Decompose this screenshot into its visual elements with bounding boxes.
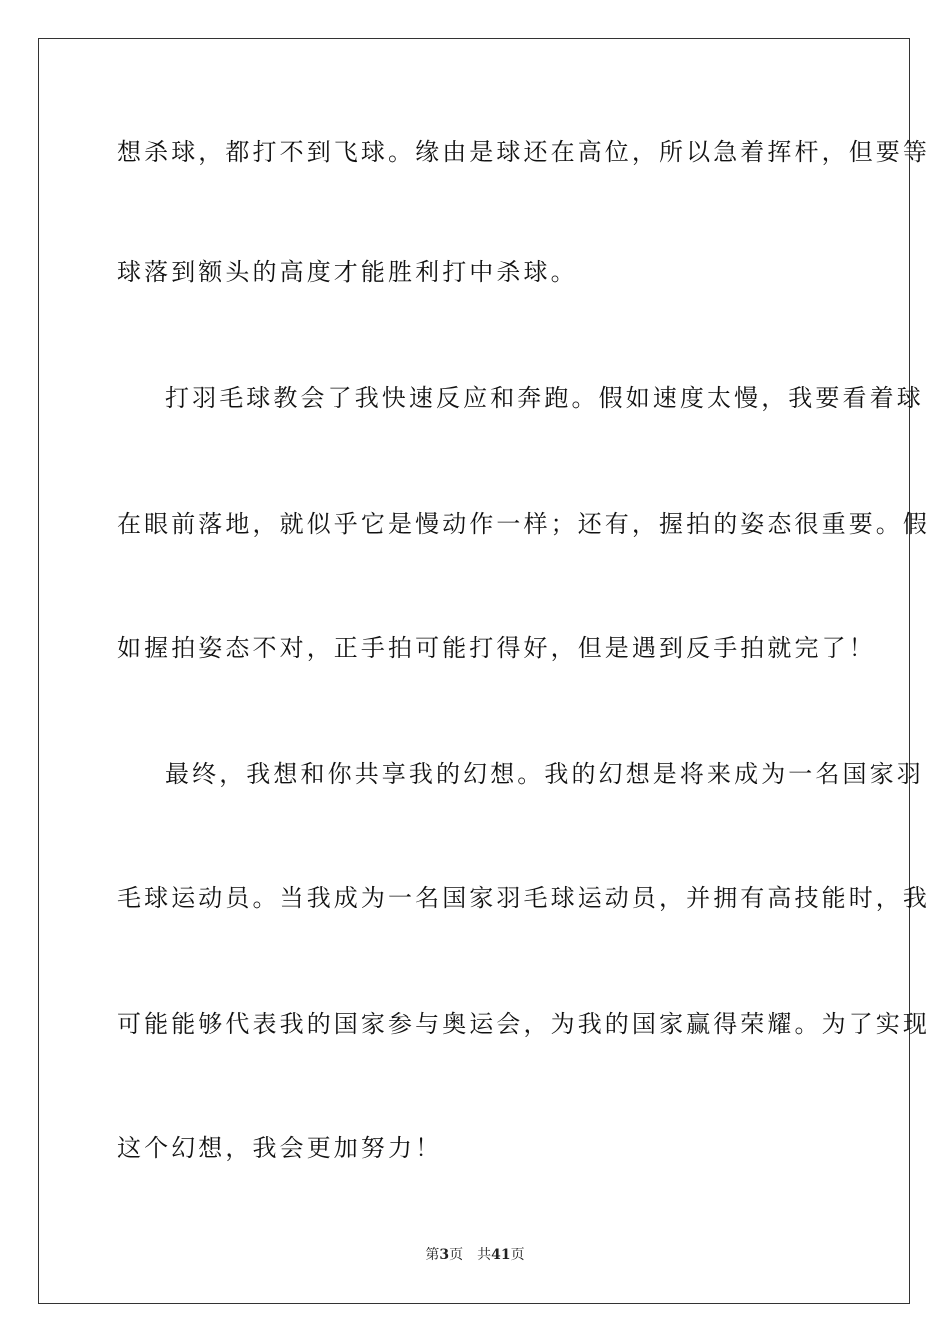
- total-label-prefix: 共: [477, 1247, 492, 1263]
- page-footer: [0, 1246, 950, 1264]
- page-border: [38, 38, 930, 1304]
- paragraph-line-6: 最终，我想和你共享我的幻想。我的幻想是将来成为一名国家羽: [165, 760, 924, 788]
- paragraph-line-1: 想杀球，都打不到飞球。缘由是球还在高位，所以急着挥杆，但要等: [117, 138, 930, 166]
- total-label-suffix: 页: [510, 1247, 525, 1263]
- page-label-prefix: 第: [425, 1247, 440, 1263]
- page-label-suffix: 页: [449, 1247, 464, 1263]
- paragraph-line-7: 毛球运动员。当我成为一名国家羽毛球运动员，并拥有高技能时，我: [117, 884, 930, 912]
- page-number: 3: [439, 1247, 450, 1263]
- paragraph-line-2: 球落到额头的高度才能胜利打中杀球。: [117, 258, 578, 286]
- paragraph-line-4: 在眼前落地，就似乎它是慢动作一样；还有，握拍的姿态很重要。假: [117, 510, 930, 538]
- paragraph-line-5: 如握拍姿态不对，正手拍可能打得好，但是遇到反手拍就完了！: [117, 634, 876, 662]
- paragraph-line-3: 打羽毛球教会了我快速反应和奔跑。假如速度太慢，我要看着球: [165, 384, 924, 412]
- paragraph-line-9: 这个幻想，我会更加努力！: [117, 1134, 443, 1162]
- paragraph-line-8: 可能能够代表我的国家参与奥运会，为我的国家赢得荣耀。为了实现: [117, 1010, 930, 1038]
- total-pages: 41: [491, 1247, 511, 1263]
